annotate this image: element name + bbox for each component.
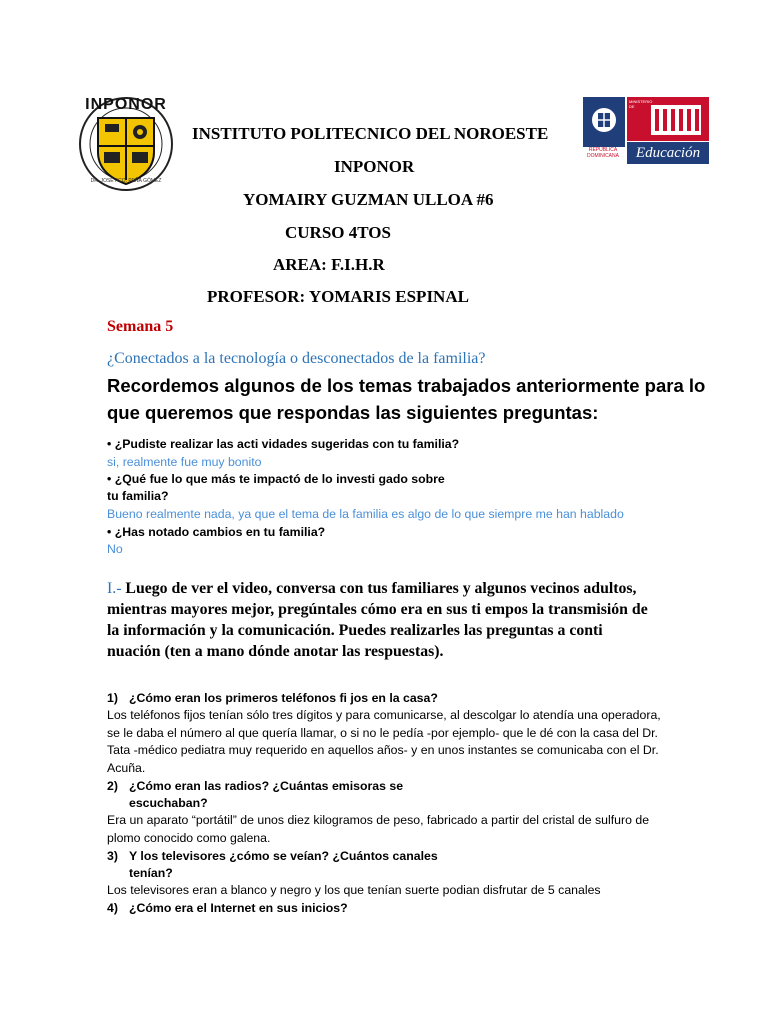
question-3-cont: tenían? [129, 866, 173, 880]
header-institution: INSTITUTO POLITECNICO DEL NOROESTE [192, 124, 549, 143]
question-4 [107, 900, 348, 917]
header-school-acronym: INPONOR [334, 157, 415, 176]
header-teacher: PROFESOR: YOMARIS ESPINAL [207, 287, 469, 306]
question-number: 3) [107, 849, 118, 863]
educacion-label: Educación [627, 142, 709, 164]
inponor-logo-title: INPONOR [85, 96, 167, 113]
bullet-question-3: • ¿Has notado cambios en tu familia? [107, 525, 326, 539]
header-course: CURSO 4TOS [285, 223, 391, 242]
question-text: ¿Cómo eran las radios? ¿Cuántas emisoras se [129, 779, 404, 793]
bullet-answer-3: No [107, 542, 123, 556]
intro-paragraph: Recordemos algunos de los temas trabajados anteriormente para lo que queremos que respondas las siguientes preguntas: [107, 375, 706, 423]
ministerio-building-icon [627, 97, 709, 141]
question-number: 4) [107, 901, 118, 915]
coat-of-arms-icon [583, 97, 625, 147]
question-1 [107, 690, 438, 707]
inponor-logo [72, 94, 180, 194]
answer-3: Los televisores eran a blanco y negro y los que tenían suerte podian disfrutar de 5 canales [107, 883, 601, 897]
section-number: I.- [107, 580, 122, 597]
question-text: ¿Cómo era el Internet en sus inicios? [129, 901, 348, 915]
question-number: 1) [107, 691, 118, 705]
inponor-logo-subtitle: DR. JOSÉ FCO. PEÑA GÓMEZ [90, 178, 162, 184]
question-3 [107, 848, 438, 865]
answer-1: Los teléfonos fijos tenían sólo tres dígitos y para comunicarse, al descolgar lo atendía una operadora, se le daba el número al que quería llamar, o si no le pedía -por ejemplo- que le dé con la casa del Dr. Tata -médico pediatra muy requerido en aquellos años- y en unos instantes se comunicaba con el Dr. Acuña. [107, 708, 661, 775]
republica-label: REPÚBLICA DOMINICANA [587, 147, 619, 159]
question-2-cont: escuchaban? [129, 796, 208, 810]
ministerio-educacion-logo [583, 97, 709, 165]
ministerio-label: MINISTERIO DE [629, 99, 653, 109]
bullet-question-1: • ¿Pudiste realizar las acti vidades sugeridas con tu familia? [107, 437, 460, 451]
bullet-answer-2: Bueno realmente nada, ya que el tema de la familia es algo de lo que siempre me han hablado [107, 507, 624, 521]
topic-subtitle: ¿Conectados a la tecnología o desconectados de la familia? [107, 350, 486, 367]
question-number: 2) [107, 779, 118, 793]
question-text: Y los televisores ¿cómo se veían? ¿Cuántos canales [129, 849, 438, 863]
question-2 [107, 778, 403, 795]
bullet-answer-1: si, realmente fue muy bonito [107, 455, 262, 469]
section-text: Luego de ver el video, conversa con tus familiares y algunos vecinos adultos, mientras mayores mejor, pregúntales cómo era en sus ti empos la transmisión de la información y la comunicación. Puedes realizarles las preguntas a conti nuación (ten a mano dónde anotar las respuestas). [107, 580, 648, 660]
header-student-name: YOMAIRY GUZMAN ULLOA #6 [243, 190, 494, 209]
answer-2: Era un aparato “portátil” de unos diez kilogramos de peso, fabricado a partir del cristal de sulfuro de plomo conocido como galena. [107, 813, 650, 845]
section-instructions [107, 578, 652, 662]
question-text: ¿Cómo eran los primeros teléfonos fi jos en la casa? [129, 691, 438, 705]
bullet-question-2: • ¿Qué fue lo que más te impactó de lo investi gado sobre [107, 472, 445, 486]
week-label: Semana 5 [107, 318, 174, 335]
header-area: AREA: F.I.H.R [273, 255, 385, 274]
bullet-question-2-cont: tu familia? [107, 489, 169, 503]
